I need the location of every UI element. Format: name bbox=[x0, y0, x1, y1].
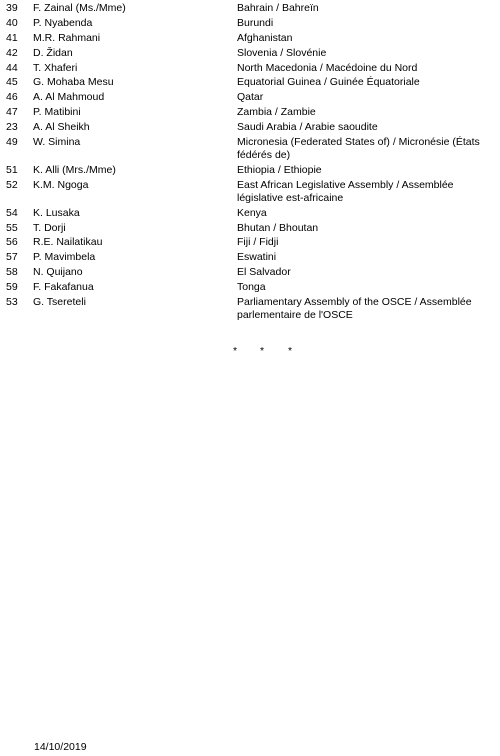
row-name: G. Mohaba Mesu bbox=[33, 76, 114, 89]
list-item bbox=[0, 47, 500, 60]
row-country: Equatorial Guinea / Guinée Équatoriale bbox=[237, 76, 420, 89]
row-number: 42 bbox=[6, 46, 18, 59]
row-number: 41 bbox=[6, 31, 18, 44]
row-country: Fiji / Fidji bbox=[237, 236, 279, 249]
row-name: K. Alli (Mrs./Mme) bbox=[33, 163, 116, 176]
separator-asterisk: * bbox=[233, 345, 238, 357]
list-item bbox=[0, 2, 500, 15]
row-number: 58 bbox=[6, 266, 18, 279]
row-name: D. Židan bbox=[33, 46, 73, 59]
row-name: A. Al Sheikh bbox=[33, 121, 90, 134]
row-number: 40 bbox=[6, 16, 18, 29]
list-item bbox=[0, 207, 500, 220]
row-number: 52 bbox=[6, 178, 18, 191]
row-country: Qatar bbox=[237, 91, 264, 104]
row-number: 46 bbox=[6, 91, 18, 104]
row-country: Ethiopia / Ethiopie bbox=[237, 163, 322, 176]
row-name: P. Mavimbela bbox=[33, 251, 96, 264]
row-country: East African Legislative Assembly / Assemblée législative est-africaine bbox=[237, 178, 454, 204]
separator-asterisk: * bbox=[260, 345, 265, 357]
footer-date: 14/10/2019 bbox=[34, 741, 87, 753]
row-number: 47 bbox=[6, 106, 18, 119]
list-item bbox=[0, 266, 500, 279]
list-item bbox=[0, 236, 500, 249]
row-name: G. Tsereteli bbox=[33, 296, 86, 309]
list-item bbox=[0, 62, 500, 75]
row-number: 39 bbox=[6, 2, 18, 14]
row-country: Saudi Arabia / Arabie saoudite bbox=[237, 121, 378, 134]
row-country: Slovenia / Slovénie bbox=[237, 46, 327, 59]
list-item bbox=[0, 32, 500, 45]
row-name: A. Al Mahmoud bbox=[33, 91, 105, 104]
row-name: T. Dorji bbox=[33, 221, 66, 234]
row-number: 59 bbox=[6, 281, 18, 294]
row-number: 54 bbox=[6, 206, 18, 219]
row-name: F. Zainal (Ms./Mme) bbox=[33, 2, 126, 14]
row-country: Tonga bbox=[237, 281, 266, 294]
list-item bbox=[0, 17, 500, 30]
list-item bbox=[0, 164, 500, 177]
row-country: Eswatini bbox=[237, 251, 277, 264]
list-item bbox=[0, 179, 500, 205]
row-name: P. Nyabenda bbox=[33, 16, 93, 29]
row-country: Burundi bbox=[237, 16, 274, 29]
row-number: 55 bbox=[6, 221, 18, 234]
row-number: 23 bbox=[6, 121, 18, 134]
row-country: Zambia / Zambie bbox=[237, 106, 316, 119]
row-number: 49 bbox=[6, 136, 18, 149]
row-name: T. Xhaferi bbox=[33, 61, 78, 74]
list-item bbox=[0, 136, 500, 162]
list-item bbox=[0, 296, 500, 322]
row-country: El Salvador bbox=[237, 266, 291, 279]
row-country: Afghanistan bbox=[237, 31, 293, 44]
row-number: 51 bbox=[6, 163, 18, 176]
row-number: 44 bbox=[6, 61, 18, 74]
list-item bbox=[0, 106, 500, 119]
separator-asterisk: * bbox=[288, 345, 293, 357]
row-name: K.M. Ngoga bbox=[33, 178, 89, 191]
row-name: R.E. Nailatikau bbox=[33, 236, 103, 249]
list-item bbox=[0, 91, 500, 104]
row-country: North Macedonia / Macédoine du Nord bbox=[237, 61, 418, 74]
row-name: M.R. Rahmani bbox=[33, 31, 101, 44]
row-name: W. Simina bbox=[33, 136, 81, 149]
row-name: K. Lusaka bbox=[33, 206, 80, 219]
row-number: 53 bbox=[6, 296, 18, 309]
list-item bbox=[0, 281, 500, 294]
row-name: N. Quijano bbox=[33, 266, 83, 279]
row-country: Kenya bbox=[237, 206, 267, 219]
row-number: 45 bbox=[6, 76, 18, 89]
row-number: 56 bbox=[6, 236, 18, 249]
row-country: Parliamentary Assembly of the OSCE / Assemblée parlementaire de l'OSCE bbox=[237, 296, 472, 322]
list-item bbox=[0, 251, 500, 264]
row-number: 57 bbox=[6, 251, 18, 264]
list-item bbox=[0, 121, 500, 134]
row-name: F. Fakafanua bbox=[33, 281, 94, 294]
row-country: Micronesia (Federated States of) / Micronésie (États fédérés de) bbox=[237, 136, 480, 162]
row-country: Bahrain / Bahreïn bbox=[237, 2, 319, 14]
speakers-list bbox=[0, 2, 500, 324]
row-country: Bhutan / Bhoutan bbox=[237, 221, 319, 234]
list-item bbox=[0, 222, 500, 235]
row-name: P. Matibini bbox=[33, 106, 81, 119]
list-item bbox=[0, 76, 500, 89]
